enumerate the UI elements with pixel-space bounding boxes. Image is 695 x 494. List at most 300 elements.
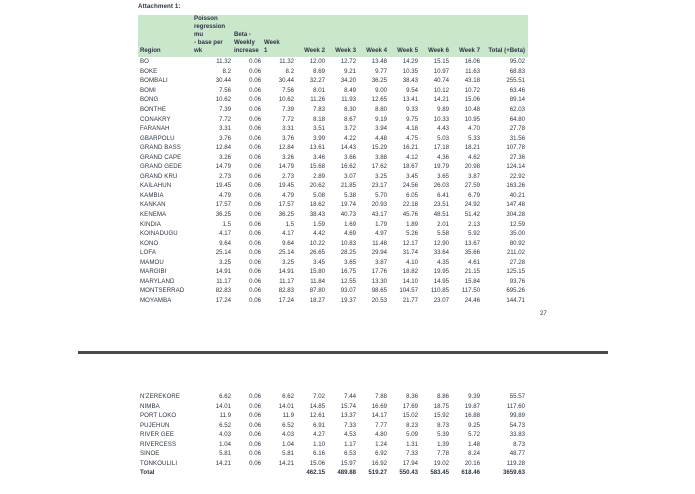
cell-value: 5.81	[282, 450, 294, 458]
cell-value: 14.91	[215, 268, 231, 276]
cell-value: 9.75	[406, 115, 418, 123]
cell-value: 12.59	[509, 220, 525, 228]
cell-value: 2.73	[219, 172, 231, 180]
cell-value: 32.27	[309, 77, 325, 85]
cell-value: 17.18	[433, 144, 449, 152]
cell-value: 8.2	[222, 67, 231, 75]
cell-value: 82.83	[215, 287, 231, 295]
cell-value: 13.67	[464, 239, 480, 247]
cell-value: 1.79	[375, 220, 387, 228]
column-header-week-6	[421, 15, 452, 57]
cell-value: 6.41	[437, 191, 449, 199]
header-text-poisson-2: regression	[194, 23, 226, 31]
cell-region: GRAND CAPE	[140, 153, 182, 161]
cell-value: 4.75	[406, 134, 418, 142]
cell-value: 304.28	[506, 210, 525, 218]
cell-value: 10.72	[464, 86, 480, 94]
cell-value: 20.98	[464, 163, 480, 171]
cell-region: GRAND BASS	[140, 144, 181, 152]
cell-value: 14.95	[433, 277, 449, 285]
cell-value: 9.54	[406, 86, 418, 94]
header-text-week1-1: Week	[264, 39, 280, 47]
cell-value: 3.45	[406, 172, 418, 180]
cell-value: 19.37	[340, 296, 356, 304]
cell-value: 13.41	[402, 96, 418, 104]
cell-value: 0.06	[249, 191, 261, 199]
cell-value: 31.56	[509, 134, 525, 142]
table-row	[138, 67, 528, 77]
cell-value: 12.72	[340, 58, 356, 66]
cell-region: LOFA	[140, 249, 156, 257]
table-row	[138, 153, 528, 163]
cell-value: 8.67	[344, 115, 356, 123]
cell-value: 38.43	[402, 77, 418, 85]
cell-value: 89.14	[509, 96, 525, 104]
cell-value: 7.39	[219, 105, 231, 113]
header-text-poisson-1: Poisson	[194, 15, 218, 22]
cell-value: 4.80	[375, 431, 387, 439]
cell-region: MARGIBI	[140, 268, 167, 276]
cell-value: 3.87	[375, 258, 387, 266]
cell-value: 8.2	[285, 67, 294, 75]
cell-value: 9.64	[219, 239, 231, 247]
cell-value: 17.94	[402, 459, 418, 467]
cell-value: 14.01	[278, 402, 294, 410]
cell-value: 10.62	[215, 96, 231, 104]
table-row	[138, 143, 528, 153]
cell-value: 3.25	[282, 258, 294, 266]
table-row	[138, 286, 528, 296]
cell-value: 1.04	[219, 440, 231, 448]
cell-value: 17.24	[278, 296, 294, 304]
cell-value: 36.25	[371, 77, 387, 85]
cell-value: 15.97	[340, 459, 356, 467]
cell-value: 5.70	[375, 191, 387, 199]
cell-value: 0.06	[249, 459, 261, 467]
cell-value: 4.18	[406, 125, 418, 133]
cell-value: 8.69	[313, 67, 325, 75]
cell-value: 11.17	[216, 277, 231, 285]
cell-value: 8.24	[468, 450, 480, 458]
header-text-beta-2: Weekly	[234, 39, 255, 47]
cell-value: 93.07	[340, 287, 356, 295]
cell-value: 80.92	[509, 239, 525, 247]
cell-value: 33.64	[433, 249, 449, 257]
cell-value: 5.39	[437, 431, 449, 439]
cell-value: 27.78	[509, 125, 525, 133]
cell-value: 8.23	[406, 421, 418, 429]
cell-value: 21.77	[402, 296, 418, 304]
cell-value: 0.06	[249, 105, 261, 113]
cell-value: 18.67	[402, 163, 418, 171]
cell-value: 12.61	[309, 412, 325, 420]
cell-value: 3.31	[282, 125, 294, 133]
cell-value: 40.21	[509, 191, 525, 199]
column-header-week-2	[297, 15, 328, 57]
page-number: 27	[540, 310, 547, 317]
cell-region: Total	[140, 469, 155, 477]
cell-value: 0.06	[249, 450, 261, 458]
cell-value: 10.12	[433, 86, 449, 94]
cell-value: 68.83	[509, 67, 525, 75]
cell-value: 22.92	[509, 172, 525, 180]
cell-value: 0.06	[249, 249, 261, 257]
column-header-week-3	[328, 15, 359, 57]
cell-value: 3.94	[375, 125, 387, 133]
cell-value: 20.62	[309, 182, 325, 190]
cell-value: 7.88	[375, 393, 387, 400]
cell-value: 4.79	[282, 191, 294, 199]
table-row	[138, 449, 528, 459]
cell-value: 28.25	[340, 249, 356, 257]
cell-value: 15.74	[340, 402, 356, 410]
cell-value: 40.74	[433, 77, 449, 85]
cell-value: 11.9	[219, 412, 231, 420]
cell-value: 21.85	[340, 182, 356, 190]
cell-value: 4.70	[468, 125, 480, 133]
cell-value: 0.06	[249, 115, 261, 123]
table-row	[138, 57, 528, 67]
cell-value: 11.32	[279, 58, 294, 66]
cell-value: 117.60	[506, 402, 525, 410]
cell-value: 9.21	[344, 67, 356, 75]
cell-value: 16.69	[371, 402, 387, 410]
table-row	[138, 220, 528, 230]
cell-value: 117.50	[461, 287, 480, 295]
cell-value: 9.77	[375, 67, 387, 75]
cell-value: 11.93	[341, 96, 356, 104]
cell-value: 13.37	[340, 412, 356, 420]
cell-value: 3.65	[344, 258, 356, 266]
cell-value: 3.26	[282, 153, 294, 161]
cell-value: 14.21	[215, 459, 231, 467]
table-row	[138, 402, 528, 412]
cell-value: 3.25	[219, 258, 231, 266]
cell-value: 12.84	[215, 144, 231, 152]
cell-value: 18.62	[309, 201, 325, 209]
cell-value: 14.21	[278, 459, 294, 467]
cell-value: 0.06	[249, 77, 261, 85]
cell-value: 107.78	[506, 144, 525, 152]
cell-value: 7.56	[219, 86, 231, 94]
header-text-poisson-4: - base per wk	[194, 39, 223, 55]
cell-region: KAMBIA	[140, 191, 164, 199]
cell-value: 11.17	[279, 277, 294, 285]
column-header-week-1	[264, 15, 297, 57]
cell-value: 0.06	[249, 182, 261, 190]
cell-value: 24.46	[464, 296, 480, 304]
cell-value: 4.12	[406, 153, 418, 161]
cell-value: 0.06	[249, 86, 261, 94]
cell-value: 23.17	[371, 182, 387, 190]
cell-value: 35.66	[464, 249, 480, 257]
cell-value: 7.78	[437, 450, 449, 458]
cell-value: 124.14	[506, 163, 525, 171]
cell-value: 33.83	[509, 431, 525, 439]
table-row	[138, 421, 528, 431]
cell-value: 1.39	[437, 440, 449, 448]
header-text-week3: Week 3	[335, 47, 356, 55]
cell-value: 36.25	[215, 210, 231, 218]
cell-value: 2.73	[282, 172, 294, 180]
cell-value: 10.48	[464, 105, 480, 113]
cell-value: 4.22	[344, 134, 356, 142]
cell-value: 14.91	[278, 268, 294, 276]
table-row	[138, 95, 528, 105]
cell-value: 12.84	[278, 144, 294, 152]
cell-value: 1.10	[313, 440, 325, 448]
cell-region: BO	[140, 58, 150, 66]
cell-value: 4.03	[219, 431, 231, 439]
cell-value: 82.83	[278, 287, 294, 295]
cell-value: 4.48	[375, 134, 387, 142]
cell-value: 24.56	[402, 182, 418, 190]
cell-value: 16.21	[402, 144, 418, 152]
header-text-week7: Week 7	[459, 47, 480, 55]
cell-value: 14.10	[402, 277, 418, 285]
column-header-poisson-mu	[194, 15, 234, 57]
poisson-regression-table-part1	[138, 15, 528, 305]
cell-value: 27.59	[464, 182, 480, 190]
cell-value: 7.39	[282, 105, 294, 113]
cell-value: 9.39	[468, 393, 480, 400]
cell-value: 0.06	[249, 96, 261, 104]
cell-value: 18.21	[464, 144, 480, 152]
cell-value: 5.33	[468, 134, 480, 142]
cell-value: 4.36	[437, 153, 449, 161]
cell-value: 17.57	[278, 201, 294, 209]
cell-value: 462.15	[306, 469, 325, 477]
cell-value: 8.01	[313, 86, 325, 94]
cell-region: MONTSERRAD	[140, 287, 185, 295]
cell-value: 87.80	[309, 287, 325, 295]
header-text-total: Total (+Beta)	[488, 47, 525, 55]
cell-value: 125.15	[506, 268, 525, 276]
cell-value: 4.17	[219, 230, 231, 238]
cell-value: 62.03	[509, 105, 525, 113]
cell-value: 4.97	[375, 230, 387, 238]
cell-region: TONKOULILI	[140, 459, 178, 467]
cell-value: 583.45	[430, 469, 449, 477]
table-row	[138, 172, 528, 182]
cell-value: 15.06	[309, 459, 325, 467]
column-header-week-7	[452, 15, 483, 57]
cell-value: 4.17	[282, 230, 294, 238]
cell-value: 31.74	[402, 249, 418, 257]
cell-region: NIMBA	[140, 402, 160, 410]
cell-value: 1.89	[406, 220, 418, 228]
table-row	[138, 229, 528, 239]
column-header-week-5	[390, 15, 421, 57]
cell-value: 695.26	[506, 287, 525, 295]
cell-value: 0.06	[249, 412, 261, 420]
cell-value: 1.17	[344, 440, 356, 448]
cell-value: 7.02	[313, 393, 325, 400]
cell-value: 5.09	[406, 431, 418, 439]
cell-value: 3.26	[219, 153, 231, 161]
cell-region: MAMOU	[140, 258, 164, 266]
cell-value: 14.01	[215, 402, 231, 410]
attachment-label: Attachment 1:	[138, 3, 181, 10]
cell-value: 0.06	[249, 277, 261, 285]
cell-value: 11.48	[372, 239, 387, 247]
cell-value: 10.95	[464, 115, 480, 123]
header-text-week5: Week 5	[397, 47, 418, 55]
cell-value: 11.9	[282, 412, 294, 420]
cell-region: MARYLAND	[140, 277, 175, 285]
cell-value	[234, 468, 264, 478]
cell-value: 63.46	[509, 86, 525, 94]
header-text-week1-2: 1	[264, 47, 268, 55]
cell-value: 4.79	[219, 191, 231, 199]
cell-value: 0.06	[249, 163, 261, 171]
table-body-part2	[138, 392, 528, 478]
cell-value: 13.30	[371, 277, 387, 285]
cell-value	[264, 468, 297, 478]
cell-value: 7.72	[219, 115, 231, 123]
cell-value: 17.24	[215, 296, 231, 304]
cell-value: 1.04	[282, 440, 294, 448]
table-row	[138, 468, 528, 478]
cell-value: 9.89	[437, 105, 449, 113]
table-row	[138, 115, 528, 125]
cell-value: 5.26	[406, 230, 418, 238]
cell-value: 24.92	[464, 201, 480, 209]
header-text-week6: Week 6	[428, 47, 449, 55]
cell-value: 0.06	[249, 144, 261, 152]
cell-value: 5.81	[219, 450, 231, 458]
cell-value: 19.02	[433, 459, 449, 467]
table-row	[138, 267, 528, 277]
cell-value: 15.68	[309, 163, 325, 171]
cell-value: 4.61	[468, 258, 480, 266]
cell-value: 7.33	[406, 450, 418, 458]
cell-value: 8.18	[313, 115, 325, 123]
cell-value: 5.03	[437, 134, 449, 142]
cell-value: 4.27	[313, 431, 325, 439]
cell-value: 19.95	[433, 268, 449, 276]
cell-value: 0.06	[249, 172, 261, 180]
cell-value: 15.84	[464, 277, 480, 285]
cell-value: 48.51	[433, 210, 449, 218]
cell-value: 12.65	[371, 96, 387, 104]
cell-value: 15.80	[309, 268, 325, 276]
table-row	[138, 86, 528, 96]
table-row	[138, 134, 528, 144]
cell-value: 27.28	[509, 258, 525, 266]
header-text-week4: Week 4	[366, 47, 387, 55]
cell-value: 119.28	[506, 459, 525, 467]
cell-region: PORT LOKO	[140, 412, 177, 420]
cell-value: 3.76	[219, 134, 231, 142]
cell-value: 6.53	[344, 450, 356, 458]
cell-value: 12.00	[309, 58, 325, 66]
cell-value: 0.06	[249, 296, 261, 304]
cell-region: KINDIA	[140, 220, 161, 228]
cell-value: 4.10	[406, 258, 418, 266]
cell-value: 4.03	[282, 431, 294, 439]
cell-value: 14.79	[278, 163, 294, 171]
cell-region: BOMBALI	[140, 77, 168, 85]
cell-value: 255.51	[506, 77, 525, 85]
cell-value: 0.06	[249, 134, 261, 142]
poisson-regression-table-part2	[138, 392, 528, 478]
cell-value: 5.92	[468, 230, 480, 238]
cell-region: KONO	[140, 239, 159, 247]
cell-value: 1.31	[406, 440, 418, 448]
cell-region: KENEMA	[140, 210, 167, 218]
table-row	[138, 248, 528, 258]
cell-value: 2.13	[468, 220, 480, 228]
column-header-beta	[234, 15, 264, 57]
cell-value: 5.58	[437, 230, 449, 238]
cell-value: 7.72	[282, 115, 294, 123]
cell-value: 3.99	[313, 134, 325, 142]
cell-value: 98.65	[371, 287, 387, 295]
cell-value: 30.44	[215, 77, 231, 85]
cell-value: 19.79	[433, 163, 449, 171]
table-row	[138, 181, 528, 191]
cell-value: 0.06	[249, 220, 261, 228]
cell-value: 54.73	[509, 421, 525, 429]
cell-value: 26.03	[433, 182, 449, 190]
table-row	[138, 258, 528, 268]
table-row	[138, 392, 528, 402]
cell-value: 16.92	[371, 459, 387, 467]
cell-region: GBARPOLU	[140, 134, 175, 142]
cell-value: 40.73	[340, 210, 356, 218]
cell-value: 3.72	[344, 125, 356, 133]
cell-value: 6.05	[406, 191, 418, 199]
cell-value: 99.89	[509, 412, 525, 420]
cell-value: 144.71	[506, 296, 525, 304]
table-row	[138, 440, 528, 450]
cell-value: 3.45	[313, 258, 325, 266]
cell-value: 14.85	[309, 402, 325, 410]
cell-value: 550.43	[399, 469, 418, 477]
header-text-beta-3: increase	[234, 47, 259, 55]
cell-value: 10.22	[309, 239, 325, 247]
cell-value: 10.97	[433, 67, 449, 75]
cell-value: 6.91	[313, 421, 325, 429]
cell-value: 211.02	[506, 249, 525, 257]
table-row	[138, 191, 528, 201]
cell-value: 11.32	[216, 58, 231, 66]
table-row	[138, 459, 528, 469]
cell-value: 16.62	[340, 163, 356, 171]
column-header-total	[483, 15, 528, 57]
cell-value: 13.61	[309, 144, 325, 152]
cell-value: 12.90	[433, 239, 449, 247]
cell-value: 35.00	[509, 230, 525, 238]
cell-value: 9.00	[375, 86, 387, 94]
cell-value: 489.88	[337, 469, 356, 477]
table-row	[138, 296, 528, 306]
cell-value: 618.46	[461, 469, 480, 477]
cell-value: 16.06	[464, 58, 480, 66]
cell-value: 15.92	[433, 412, 449, 420]
cell-value: 110.85	[430, 287, 449, 295]
cell-value: 45.76	[402, 210, 418, 218]
cell-value: 4.62	[468, 153, 480, 161]
cell-value: 43.17	[371, 210, 387, 218]
cell-value: 1.24	[375, 440, 387, 448]
cell-region: BONTHE	[140, 105, 166, 113]
cell-value: 9.64	[282, 239, 294, 247]
cell-value: 2.01	[437, 220, 449, 228]
cell-value: 20.93	[371, 201, 387, 209]
cell-value: 16.88	[464, 412, 480, 420]
